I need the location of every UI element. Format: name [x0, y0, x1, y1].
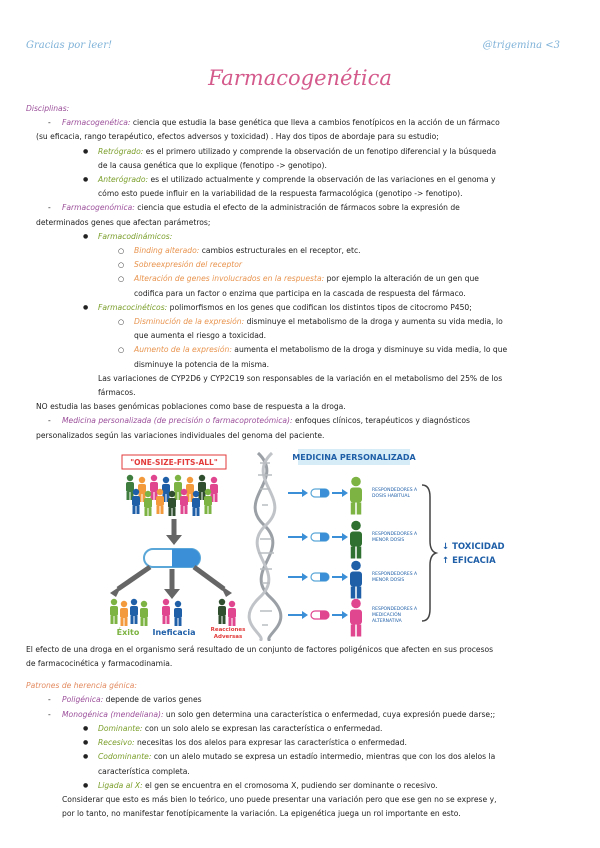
list-item-recesivo: ● Recesivo: necesitas los dos alelos para expresar las característica o enfermedad. — [83, 738, 407, 748]
term: Medicina personalizada (de precisión o farmacoproteómica): — [62, 416, 293, 426]
item-text: cambios estructurales en el receptor, etc. — [199, 246, 361, 256]
term: Recesivo: — [98, 738, 135, 748]
resp-2-line-1: RESPONDEDORES A — [372, 531, 418, 537]
list-item-farmacodinamicos: ● Farmacodinámicos: — [83, 231, 173, 241]
term: Farmacodinámicos: — [98, 231, 173, 241]
document-body — [26, 102, 574, 821]
list-item-farmacogenomica: - Farmacogenómica: ciencia que estudia el efecto de la administración de fármacos sobre la expresión de — [48, 203, 460, 213]
item-text: con un alelo mutado se expresa un estadío intermedio, mientras que con los dos alelos la — [151, 752, 496, 762]
paragraph-no-estudia: NO estudia las bases genómicas poblaciones como base de respuesta a la droga. — [36, 402, 346, 412]
item-text: es el primero utilizado y comprende la observación de un fenotipo diferencial y la búsqueda — [143, 146, 497, 156]
row-4 — [288, 599, 418, 637]
list-item-farmacogenetica: - Farmacogenética: ciencia que estudia la base genética que lleva a cambios fenotípicos en la acción de un fármaco — [48, 118, 500, 128]
panel-title: MEDICINA PERSONALIZADA — [292, 452, 416, 462]
list-item-codominante: ● Codominante: con un alelo mutado se expresa un estadío intermedio, mientras que con los dos alelos la — [83, 752, 496, 762]
item-text: un solo gen determina una característica o enfermedad, cuya expresión puede darse;; — [163, 709, 496, 719]
term: Alteración de genes involucrados en la respuesta: — [134, 274, 325, 284]
efficacy-label: ↑ EFICACIA — [442, 555, 496, 566]
list-item-poligenica: - Poligénica: depende de varios genes — [48, 695, 202, 705]
term: Farmacogenética: — [62, 118, 131, 128]
toxicity-label: ↓ TOXICIDAD — [442, 541, 505, 552]
list-item-farmacocineticos: ● Farmacocinéticos: polimorfismos en los genes que codifican los distintos tipos de citocromo P450; — [83, 302, 472, 312]
item-text: ciencia que estudia la base genética que lleva a cambios fenotípicos en la acción de un fármaco — [130, 118, 500, 128]
dna-icon — [249, 453, 281, 641]
paragraph-efecto: El efecto de una droga en el organismo será resultado de un conjunto de factores poligénicos que afecten en sus procesos — [26, 644, 494, 654]
paragraph-efecto-continuation: de farmacocinética y farmacodinamia. — [26, 659, 173, 669]
row-2 — [288, 521, 418, 559]
item-text: ciencia que estudia el efecto de la administración de fármacos sobre la expresión de — [134, 203, 460, 213]
header-left: Gracias por leer! — [26, 40, 113, 51]
list-item-continuation: que aumenta el riesgo a toxicidad. — [134, 331, 267, 341]
outcome-inefficacy: Ineficacia — [152, 627, 196, 637]
list-item-continuation: codifica para un factor o enzima que participa en la cascada de respuesta del fármaco. — [134, 288, 466, 298]
paragraph-cyp-continuation: fármacos. — [98, 388, 136, 398]
term: Binding alterado: — [134, 246, 200, 256]
list-item-medicina-personalizada: - Medicina personalizada (de precisión o farmacoproteómica): enfoques clínicos, terapéuticos y diagnósticos — [48, 416, 470, 426]
adverse-group-icon — [218, 599, 236, 626]
list-item-disminucion: ○ Disminución de la expresión: disminuye el metabolismo de la droga y aumenta su vida media, lo — [118, 317, 503, 327]
inefficacy-group-icon — [162, 599, 182, 626]
row-1 — [288, 477, 418, 515]
resp-1-line-1: RESPONDEDORES A — [372, 487, 418, 493]
term: Poligénica: — [62, 695, 104, 705]
header-right: @trigemina <3 — [482, 40, 560, 51]
list-item-continuation: personalizados según las variaciones individuales del genoma del paciente. — [36, 430, 325, 440]
resp-3-line-2: MENOR DOSIS — [372, 577, 405, 583]
outcome-adverse-1: Reacciones — [210, 626, 246, 633]
item-text: polimorfismos en los genes que codifican los distintos tipos de citocromo P450; — [167, 302, 472, 312]
term: Codominante: — [98, 752, 152, 762]
success-group-icon — [110, 599, 148, 626]
list-item-continuation: de la causa genética que lo explique (fenotipo -> genotipo). — [98, 160, 327, 170]
term: Monogénica (mendeliana): — [62, 709, 164, 719]
list-item-continuation: determinados genes que afectan parámetros; — [36, 217, 211, 227]
list-item-sobreexpresion: ○ Sobreexpresión del receptor — [118, 260, 243, 270]
resp-4-line-3: ALTERNATIVA — [372, 618, 402, 624]
list-item-aumento: ○ Aumento de la expresión: aumenta el metabolismo de la droga y disminuye su vida media, lo que — [118, 345, 508, 355]
term: Farmacocinéticos: — [98, 302, 168, 312]
list-item-continuation: cómo esto puede influir en la variabilidad de la respuesta farmacológica (genotipo -> fenotipo). — [98, 189, 463, 199]
list-item-retrogrado: ● Retrógrado: es el primero utilizado y comprende la observación de un fenotipo diferencial y la búsqueda — [83, 146, 497, 156]
list-item-continuation: (su eficacia, rango terapéutico, efectos adversos y toxicidad) . Hay dos tipos de abordaje para su estudio; — [36, 132, 439, 142]
term: Anterógrado: — [98, 175, 149, 185]
list-item-ligada-x: ● Ligada al X: el gen se encuentra en el cromosoma X, pudiendo ser dominante o recesivo. — [83, 780, 438, 790]
list-item-continuation: característica completa. — [98, 766, 190, 776]
item-text: depende de varios genes — [103, 695, 202, 705]
outcome-success: Éxito — [116, 627, 140, 637]
list-item-continuation: disminuye la potencia de la misma. — [134, 359, 270, 369]
term: Aumento de la expresión: — [134, 345, 232, 355]
term: Ligada al X: — [98, 780, 143, 790]
big-pill-icon — [144, 549, 200, 567]
outcome-adverse-2: Adversas — [213, 633, 243, 640]
row-3 — [288, 561, 418, 599]
resp-4-line-2: MEDICACIÓN — [372, 612, 402, 618]
resp-2-line-2: MENOR DOSIS — [372, 537, 405, 543]
personalized-medicine-figure — [26, 449, 574, 641]
item-text: aumenta el metabolismo de la droga y disminuye su vida media, lo que — [231, 345, 508, 355]
list-item-monogenica: - Monogénica (mendeliana): un solo gen determina una característica o enfermedad, cuya expresión puede darse;; — [48, 709, 496, 719]
crowd-icon — [126, 475, 218, 516]
item-text: es el utilizado actualmente y comprende la observación de las variaciones en el genoma y — [148, 175, 496, 185]
item-text: el gen se encuentra en el cromosoma X, pudiendo ser dominante o recesivo. — [142, 780, 438, 790]
resp-3-line-1: RESPONDEDORES A — [372, 571, 418, 577]
term: Retrógrado: — [98, 146, 144, 156]
brace-icon — [422, 485, 436, 621]
paragraph-considerar-continuation: por lo tanto, no manifestar fenotípicamente la variación. La epigenética juega un rol importante en esto. — [62, 809, 461, 819]
item-text: con un solo alelo se expresan las característica o enfermedad. — [142, 723, 383, 733]
resp-1-line-2: DOSIS HABITUAL — [372, 493, 410, 499]
item-text: enfoques clínicos, terapéuticos y diagnósticos — [292, 416, 470, 426]
item-text: disminuye el metabolismo de la droga y aumenta su vida media, lo — [244, 317, 503, 327]
page-title: Farmacogenética — [208, 66, 392, 90]
list-item-anterogrado: ● Anterógrado: es el utilizado actualmente y comprende la observación de las variaciones en el genoma y — [83, 175, 496, 185]
term: Farmacogenómica: — [62, 203, 135, 213]
term: Sobreexpresión del receptor — [134, 260, 243, 270]
term: Disminución de la expresión: — [134, 317, 245, 327]
resp-4-line-1: RESPONDEDORES A — [372, 606, 418, 612]
banner-text: "ONE-SIZE-FITS-ALL" — [130, 457, 218, 467]
paragraph-cyp: Las variaciones de CYP2D6 y CYP2C19 son responsables de la variación en el metabolismo del 25% de los — [98, 373, 503, 383]
item-text: necesitas los dos alelos para expresar las característica o enfermedad. — [134, 738, 407, 748]
disciplinas-heading: Disciplinas: — [26, 104, 70, 113]
list-item-binding: ○ Binding alterado: cambios estructurales en el receptor, etc. — [118, 246, 361, 256]
paragraph-considerar: Considerar que esto es más bien lo teórico, uno puede presentar una variación pero que ese gen no se exprese y, — [62, 794, 497, 804]
term: Dominante: — [98, 723, 143, 733]
list-item-dominante: ● Dominante: con un solo alelo se expresan las característica o enfermedad. — [83, 723, 383, 733]
list-item-alteracion: ○ Alteración de genes involucrados en la respuesta: por ejemplo la alteración de un gen que — [118, 274, 479, 284]
patrones-heading: Patrones de herencia génica: — [26, 681, 137, 691]
item-text: por ejemplo la alteración de un gen que — [324, 274, 479, 284]
